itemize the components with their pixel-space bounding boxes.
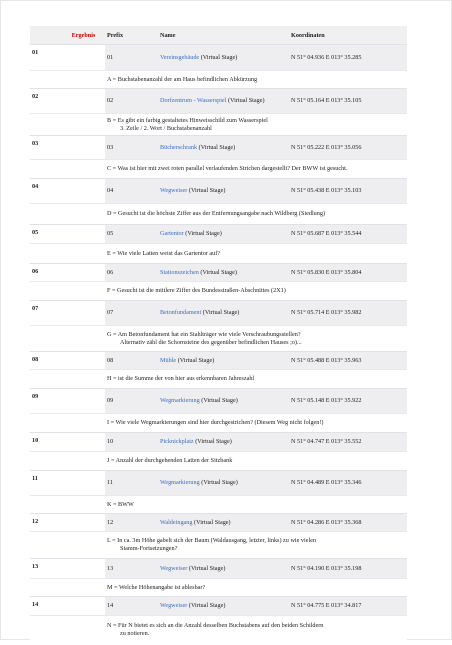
table-row	[30, 225, 407, 244]
coordinates-cell: N 51° 04.286 E 013° 35.368	[289, 514, 407, 532]
question-row	[30, 370, 407, 389]
question-row	[30, 244, 407, 264]
empty-cell	[30, 496, 60, 514]
row-number: 08	[30, 352, 60, 370]
empty-cell	[60, 244, 105, 264]
question-text	[105, 326, 407, 352]
coordinates-cell: N 51° 04.775 E 013° 34.817	[289, 597, 407, 616]
ergebnis-cell[interactable]	[60, 45, 105, 71]
empty-cell	[60, 532, 105, 559]
empty-cell	[30, 204, 60, 225]
name-cell	[158, 471, 289, 496]
empty-cell	[60, 452, 105, 471]
question-text	[105, 160, 407, 179]
header-prefix: Prefix	[105, 26, 158, 45]
coordinates-cell: N 51° 05.488 E 013° 35.963	[289, 352, 407, 370]
question-line: H = ist die Summe der von hier aus erkennbaren Jahreszahl	[107, 375, 255, 382]
ergebnis-cell[interactable]	[60, 433, 105, 452]
waypoint-link[interactable]: Gartentor	[160, 230, 184, 237]
ergebnis-cell[interactable]	[60, 597, 105, 616]
empty-cell	[60, 282, 105, 301]
empty-cell	[30, 616, 60, 645]
question-text	[105, 616, 407, 645]
header-name: Name	[158, 26, 289, 45]
waypoint-link[interactable]: Dorfzentrum - Wasserspiel	[160, 97, 227, 104]
name-cell	[158, 136, 289, 160]
prefix-cell: 03	[105, 136, 158, 160]
waypoint-link[interactable]: Picknickplatz	[160, 438, 194, 445]
question-line-continued: Stamm-Fortsetzungen?	[120, 545, 178, 552]
coordinates-cell: N 51° 05.830 E 013° 35.804	[289, 264, 407, 282]
question-line: J = Anzahl der durchgehenden Latten der Sitzbank	[107, 457, 233, 464]
waypoint-type: (Virtual Stage)	[187, 602, 226, 609]
coordinates-cell: N 51° 05.222 E 013° 35.056	[289, 136, 407, 160]
empty-cell	[30, 370, 60, 389]
empty-cell	[60, 160, 105, 179]
table-row	[30, 264, 407, 282]
coordinates-cell: N 51° 05.687 E 013° 35.544	[289, 225, 407, 244]
name-cell	[158, 89, 289, 114]
waypoint-type: (Virtual Stage)	[226, 97, 265, 104]
question-row	[30, 496, 407, 514]
table-row	[30, 559, 407, 579]
ergebnis-cell[interactable]	[60, 352, 105, 370]
question-row	[30, 71, 407, 89]
question-line: N = Für N bietet es sich an die Anzahl desselben Buchstabens auf den beiden Schildern	[107, 622, 324, 630]
waypoint-link[interactable]: Wegweiser	[160, 564, 188, 572]
table-header-row	[30, 26, 407, 45]
waypoint-link[interactable]: Vereinsgebäude	[160, 53, 200, 61]
question-row	[30, 114, 407, 136]
waypoint-type: (Virtual Stage)	[199, 479, 238, 486]
table-row	[30, 433, 407, 452]
waypoint-link[interactable]: Wegweiser	[160, 602, 188, 609]
waypoint-table	[30, 26, 407, 645]
empty-cell	[60, 326, 105, 352]
name-cell	[158, 559, 289, 579]
ergebnis-cell[interactable]	[60, 225, 105, 244]
table-row	[30, 471, 407, 496]
row-number: 09	[30, 389, 60, 414]
coordinates-cell: N 51° 04.747 E 013° 35.552	[289, 433, 407, 452]
ergebnis-cell[interactable]	[60, 514, 105, 532]
question-text	[105, 414, 407, 433]
question-row	[30, 579, 407, 597]
header-koordinaten: Koordinaten	[289, 26, 407, 45]
question-row	[30, 532, 407, 559]
prefix-cell: 07	[105, 301, 158, 326]
question-line: C = Was ist hier mit zwei roten parallel verlaufenden Strichen dargestellt? Der BWW ist gesucht.	[107, 165, 348, 172]
row-number: 12	[30, 514, 60, 532]
question-row	[30, 414, 407, 433]
waypoint-type: (Virtual Stage)	[198, 268, 237, 276]
question-text	[105, 370, 407, 389]
empty-cell	[60, 114, 105, 136]
empty-cell	[30, 114, 60, 136]
empty-cell	[30, 452, 60, 471]
question-line: L = In ca. 3m Höhe gabelt sich der Baum (Waldausgang, letzter, links) zu wie vielen	[107, 537, 317, 544]
row-number: 07	[30, 301, 60, 326]
ergebnis-cell[interactable]	[60, 471, 105, 496]
coordinates-cell: N 51° 05.438 E 013° 35.103	[289, 179, 407, 204]
question-line: F = Gesucht ist die mittlere Ziffer des Bundesstraßen-Abschnittes (2X1)	[107, 287, 286, 294]
name-cell	[158, 301, 289, 326]
question-text	[105, 282, 407, 301]
name-cell	[158, 264, 289, 282]
waypoint-link[interactable]: Wegweiser	[160, 187, 188, 194]
ergebnis-cell[interactable]	[60, 136, 105, 160]
coordinates-cell: N 51° 04.489 E 013° 35.346	[289, 471, 407, 496]
prefix-cell: 06	[105, 264, 158, 282]
question-text	[105, 71, 407, 89]
waypoint-link[interactable]: Betonfundament	[160, 309, 202, 316]
question-text	[105, 244, 407, 264]
waypoint-type: (Virtual Stage)	[197, 143, 236, 151]
waypoint-type: (Virtual Stage)	[187, 187, 226, 194]
question-line: E = Wie viele Latten weist das Gartentor auf?	[107, 249, 221, 257]
empty-cell	[30, 244, 60, 264]
name-cell	[158, 433, 289, 452]
coordinates-cell: N 51° 04.936 E 013° 35.285	[289, 45, 407, 71]
table-row	[30, 352, 407, 370]
name-cell	[158, 514, 289, 532]
question-row	[30, 204, 407, 225]
waypoint-link[interactable]: Wegmarkierung	[160, 397, 200, 404]
empty-cell	[30, 532, 60, 559]
waypoint-type: (Virtual Stage)	[199, 53, 238, 61]
ergebnis-cell[interactable]	[60, 264, 105, 282]
table-row	[30, 179, 407, 204]
empty-cell	[60, 71, 105, 89]
row-number: 11	[30, 471, 60, 496]
ergebnis-cell[interactable]	[60, 389, 105, 414]
waypoint-type: (Virtual Stage)	[193, 438, 232, 445]
question-text	[105, 114, 407, 136]
table-row	[30, 45, 407, 71]
prefix-cell: 13	[105, 559, 158, 579]
coordinates-cell: N 51° 05.148 E 013° 35.922	[289, 389, 407, 414]
table-body	[30, 45, 407, 645]
table-row	[30, 597, 407, 616]
prefix-cell: 14	[105, 597, 158, 616]
prefix-cell: 11	[105, 471, 158, 496]
empty-cell	[30, 282, 60, 301]
waypoint-link[interactable]: Wegmarkierung	[160, 479, 200, 486]
question-line: I = Wie viele Wegmarkierungen sind hier durchgestrichen? (Diesem Weg nicht folgen!)	[107, 419, 324, 426]
row-number: 10	[30, 433, 60, 452]
row-number: 02	[30, 89, 60, 114]
table-row	[30, 136, 407, 160]
waypoint-type: (Virtual Stage)	[201, 309, 240, 316]
prefix-cell: 12	[105, 514, 158, 532]
waypoint-type: (Virtual Stage)	[183, 230, 222, 237]
waypoint-link[interactable]: Bücherschrank	[160, 143, 198, 151]
coordinates-cell: N 51° 04.190 E 013° 35.198	[289, 559, 407, 579]
empty-cell	[60, 496, 105, 514]
ergebnis-cell[interactable]	[60, 559, 105, 579]
row-number: 13	[30, 559, 60, 579]
prefix-cell: 05	[105, 225, 158, 244]
waypoint-type: (Virtual Stage)	[192, 518, 231, 526]
ergebnis-cell[interactable]	[60, 89, 105, 114]
question-line-continued: 3. Zeile / 2. Wort / Buchstabenanzahl	[120, 124, 212, 132]
empty-cell	[30, 326, 60, 352]
question-line: K = BWW	[107, 500, 134, 508]
empty-cell	[30, 160, 60, 179]
header-ergebnis: Ergebnis	[60, 26, 105, 45]
question-text	[105, 532, 407, 559]
row-number: 03	[30, 136, 60, 160]
row-number: 06	[30, 264, 60, 282]
empty-cell	[60, 414, 105, 433]
waypoint-type: (Virtual Stage)	[187, 564, 226, 572]
row-number: 14	[30, 597, 60, 616]
empty-cell	[60, 579, 105, 597]
name-cell	[158, 597, 289, 616]
question-line: G = Am Betonfundament hat ein Stahlträger wie viele Verschraubungsstellen?	[107, 330, 301, 338]
prefix-cell: 10	[105, 433, 158, 452]
header-nr	[30, 26, 60, 45]
name-cell	[158, 389, 289, 414]
question-text	[105, 452, 407, 471]
question-text	[105, 204, 407, 225]
name-cell	[158, 45, 289, 71]
ergebnis-cell[interactable]	[60, 179, 105, 204]
question-row	[30, 282, 407, 301]
coordinates-cell: N 51° 05.714 E 013° 35.982	[289, 301, 407, 326]
question-line-continued: zu notieren.	[120, 630, 150, 638]
question-line: D = Gesucht ist die höchste Ziffer aus der Entfernungsangabe nach Wildberg (Siedlung)	[107, 210, 326, 217]
prefix-cell: 08	[105, 352, 158, 370]
row-number: 04	[30, 179, 60, 204]
question-line-continued: Alternativ zähl die Schornsteine des gegenüber befindlichen Hauses ;o)...	[120, 338, 302, 346]
question-row	[30, 452, 407, 471]
row-number: 01	[30, 45, 60, 71]
empty-cell	[60, 370, 105, 389]
table-row	[30, 89, 407, 114]
waypoint-type: (Virtual Stage)	[176, 356, 215, 364]
question-row	[30, 160, 407, 179]
question-row	[30, 616, 407, 645]
empty-cell	[60, 616, 105, 645]
waypoint-link[interactable]: Waldeingang	[160, 518, 193, 526]
row-number: 05	[30, 225, 60, 244]
name-cell	[158, 225, 289, 244]
table-row	[30, 389, 407, 414]
question-line: A = Buchstabenanzahl der am Haus befindlichen Abkürzung	[107, 75, 258, 83]
empty-cell	[30, 414, 60, 433]
name-cell	[158, 352, 289, 370]
empty-cell	[30, 71, 60, 89]
table-row	[30, 301, 407, 326]
coordinates-cell: N 51° 05.164 E 013° 35.105	[289, 89, 407, 114]
table-row	[30, 514, 407, 532]
empty-cell	[60, 204, 105, 225]
question-text	[105, 496, 407, 514]
prefix-cell: 02	[105, 89, 158, 114]
empty-cell	[30, 579, 60, 597]
waypoint-link[interactable]: Mühle	[160, 356, 177, 364]
prefix-cell: 04	[105, 179, 158, 204]
waypoint-type: (Virtual Stage)	[199, 397, 238, 404]
question-text	[105, 579, 407, 597]
question-line: B = Es gibt ein farbig gestaltetes Hinweisschild zum Wasserspiel	[107, 116, 268, 124]
prefix-cell: 01	[105, 45, 158, 71]
name-cell	[158, 179, 289, 204]
waypoint-link[interactable]: Stationszeichen	[160, 268, 199, 276]
question-row	[30, 326, 407, 352]
question-line: M = Welche Höhenangabe ist ablesbar?	[107, 583, 206, 591]
prefix-cell: 09	[105, 389, 158, 414]
ergebnis-cell[interactable]	[60, 301, 105, 326]
